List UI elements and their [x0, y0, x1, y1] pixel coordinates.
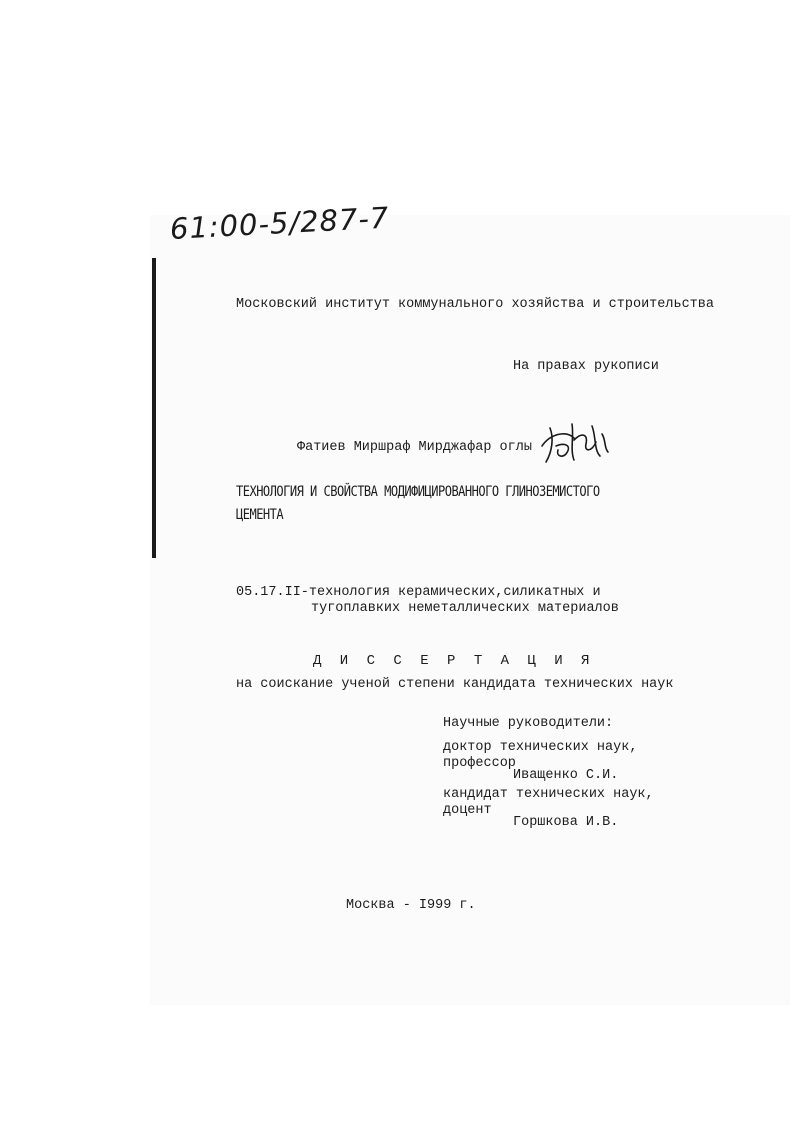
- margin-bar: [152, 258, 156, 558]
- manuscript-rights: На правах рукописи: [513, 359, 659, 374]
- dissertation-title-line2: ЦЕМЕНТА: [236, 507, 284, 523]
- place-year: Москва - I999 г.: [346, 898, 476, 913]
- dissertation-subtitle: на соискание ученой степени кандидата технических наук: [236, 677, 674, 692]
- supervisor1-name: Иващенко С.И.: [513, 768, 619, 783]
- supervisors-heading: Научные руководители:: [443, 716, 614, 731]
- signature-icon: [536, 416, 616, 473]
- specialty-line1: 05.17.II-технология керамических,силикатных и: [236, 585, 601, 600]
- author-name: Фатиев Миршраф Мирджафар оглы: [297, 440, 532, 455]
- institution-name: Московский институт коммунального хозяйства и строительства: [236, 297, 714, 312]
- specialty-line2: тугоплавких неметаллических материалов: [311, 601, 619, 616]
- dissertation-title-line1: ТЕХНОЛОГИЯ И СВОЙСТВА МОДИФИЦИРОВАННОГО ГЛИНОЗЕМИСТОГО: [236, 484, 600, 500]
- supervisor1-degree: доктор технических наук,: [443, 740, 638, 755]
- supervisor2-name: Горшкова И.В.: [513, 815, 619, 830]
- archive-code: 61:00-5/287-7: [169, 200, 391, 246]
- dissertation-label: Д И С С Е Р Т А Ц И Я: [313, 653, 595, 669]
- supervisor2-title: доцент: [443, 803, 492, 818]
- supervisor2-degree: кандидат технических наук,: [443, 787, 654, 802]
- supervisor1-title: профессор: [443, 756, 516, 771]
